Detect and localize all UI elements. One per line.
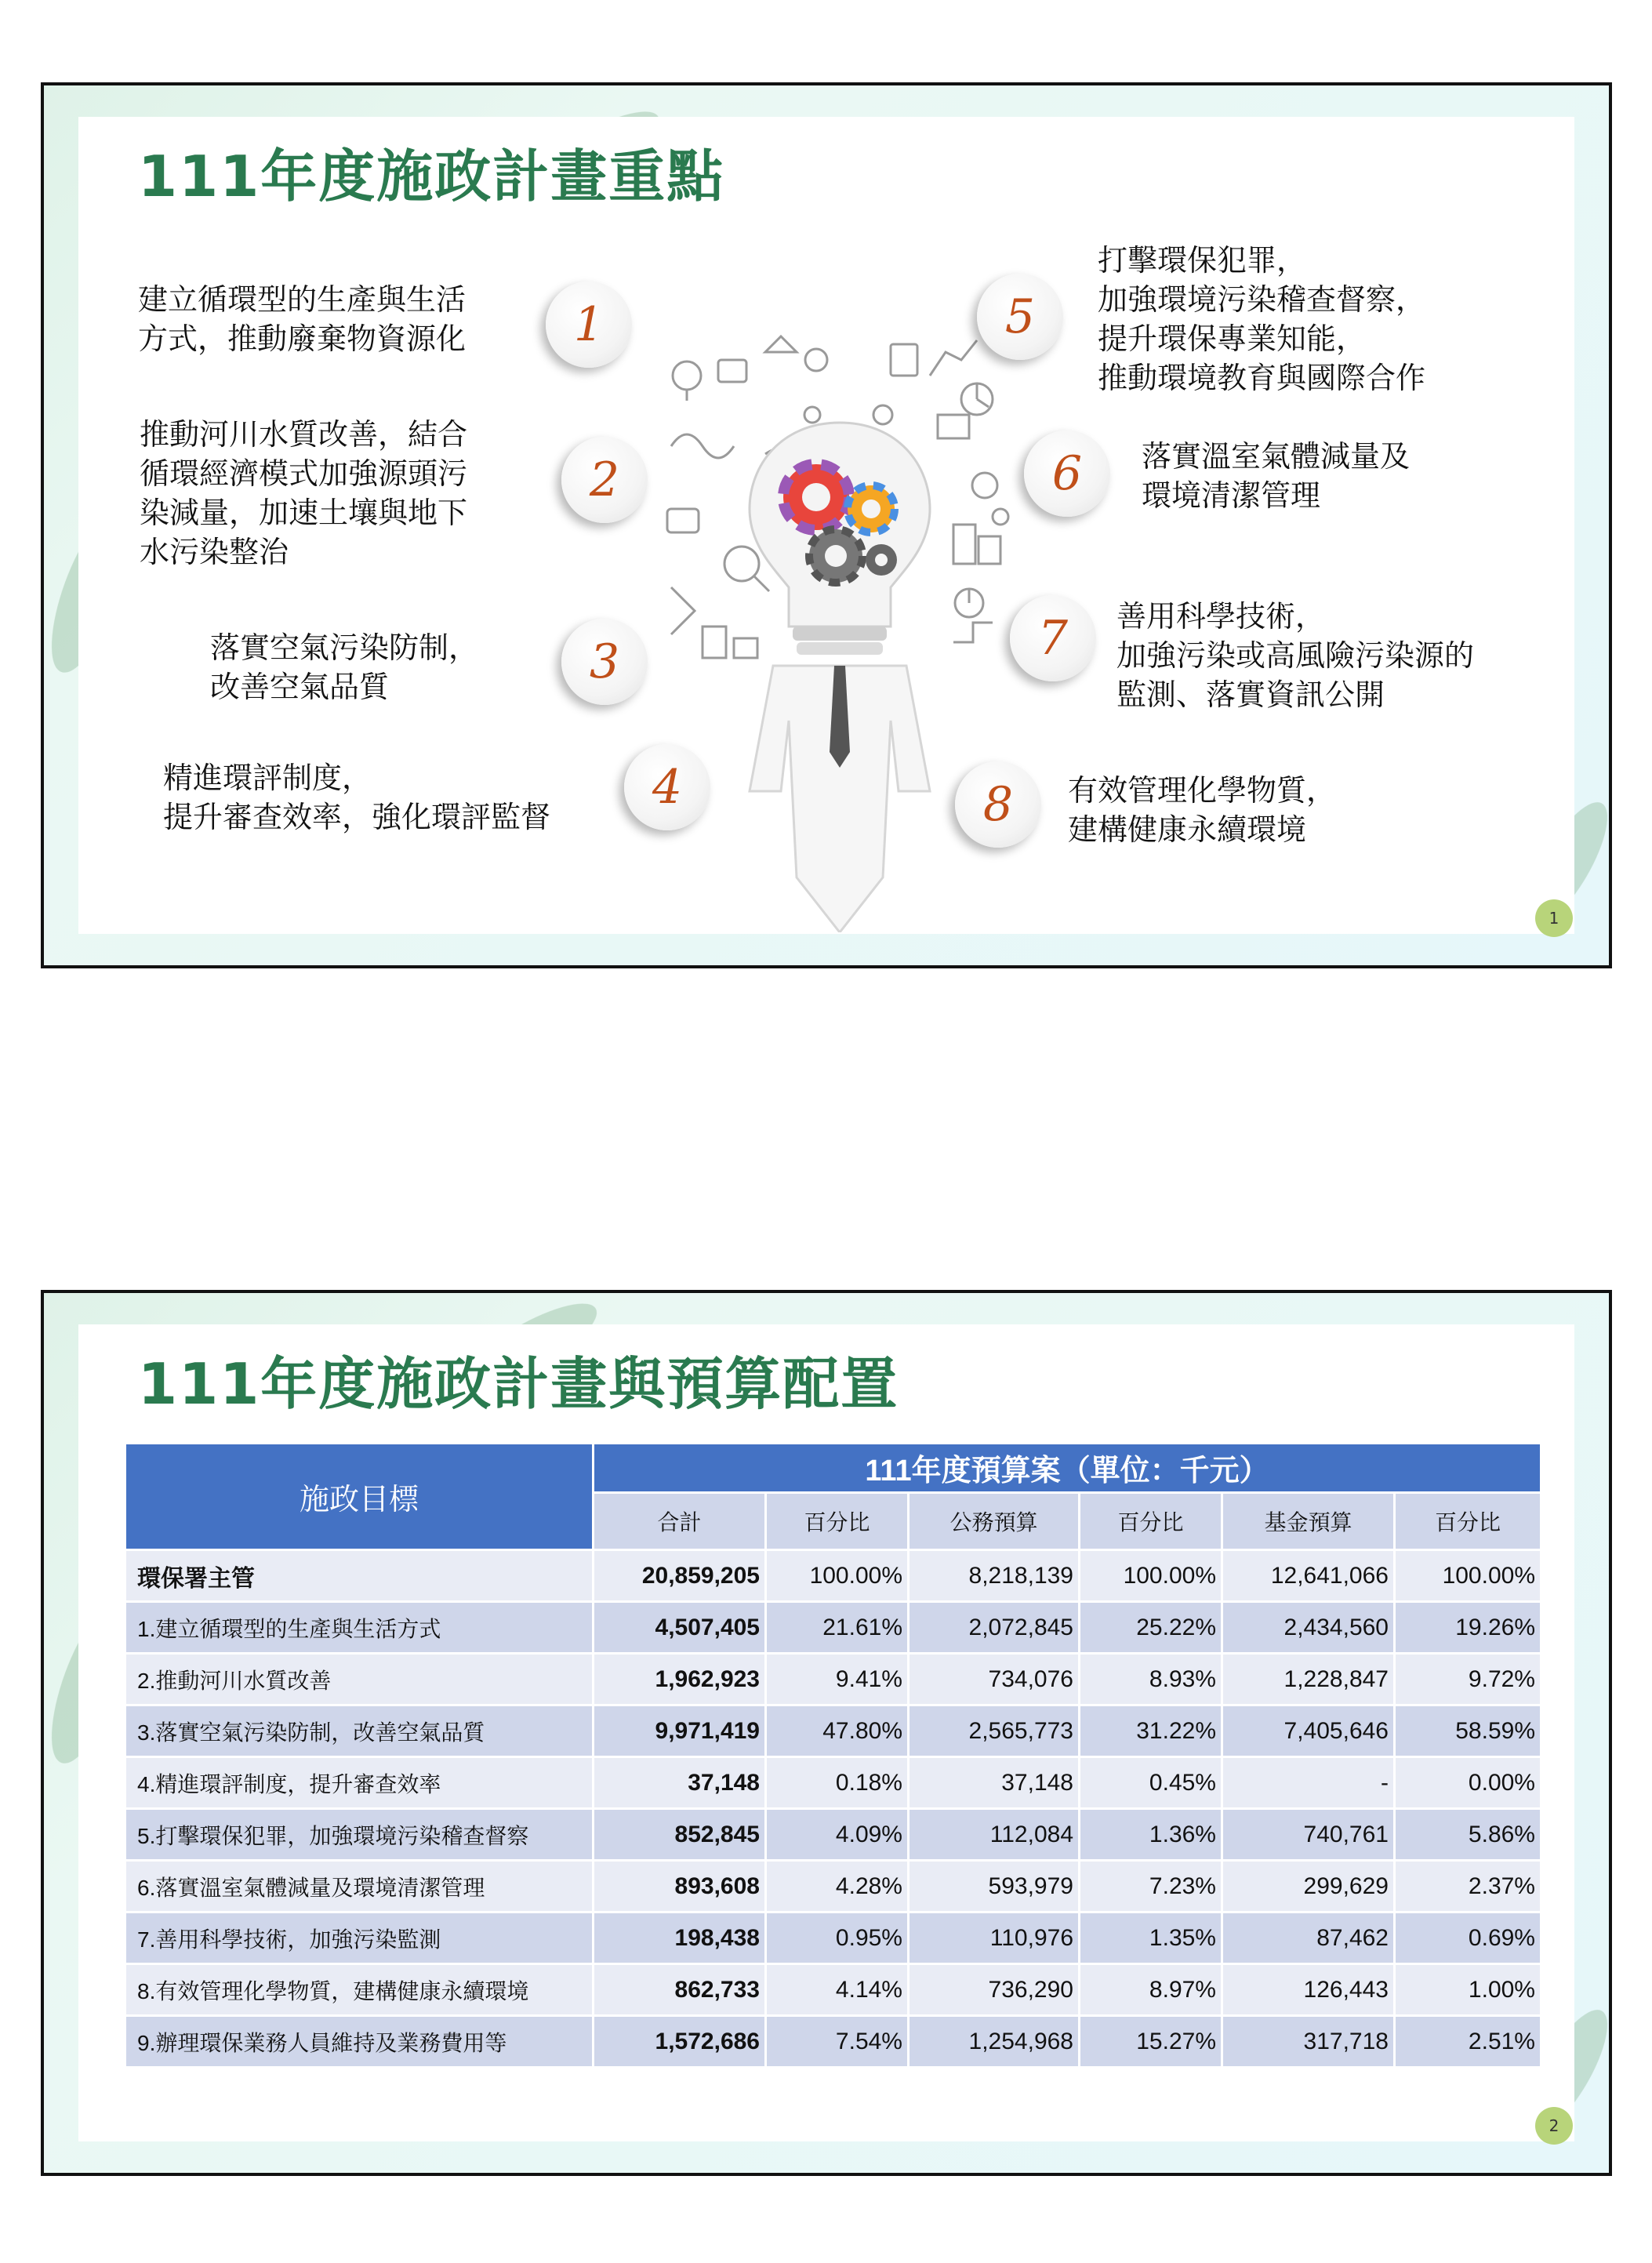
- point-6-text: 落實溫室氣體減量及 環境清潔管理: [1142, 439, 1411, 514]
- value-cell: 7,405,646: [1222, 1705, 1395, 1757]
- table-row: [125, 1654, 1541, 1705]
- goal-cell: 2.推動河川水質改善: [125, 1654, 594, 1705]
- table-row: [125, 1861, 1541, 1912]
- table-row: [125, 1912, 1541, 1964]
- point-7-text: 善用科學技術， 加強污染或高風險污染源的 監測、落實資訊公開: [1116, 599, 1475, 713]
- table-row: [125, 1757, 1541, 1809]
- value-cell: 100.00%: [766, 1550, 909, 1602]
- table-row: [125, 1550, 1541, 1602]
- value-cell: 0.00%: [1395, 1757, 1541, 1809]
- table-row: [125, 1705, 1541, 1757]
- point-8-text: 有效管理化學物質， 建構健康永續環境: [1068, 773, 1337, 848]
- table-row: [125, 2016, 1541, 2068]
- value-cell: 1.00%: [1395, 1964, 1541, 2016]
- value-cell: 893,608: [594, 1861, 766, 1912]
- value-cell: 862,733: [594, 1964, 766, 2016]
- value-cell: 2.37%: [1395, 1861, 1541, 1912]
- budget-table: [124, 1442, 1542, 2069]
- goal-cell: 1.建立循環型的生產與生活方式: [125, 1602, 594, 1654]
- value-cell: 2,565,773: [909, 1705, 1080, 1757]
- value-cell: 47.80%: [766, 1705, 909, 1757]
- column-header: 百分比: [1395, 1492, 1541, 1549]
- point-4-text: 精進環評制度， 提升審查效率，強化環評監督: [163, 761, 551, 835]
- point-2-number: 2: [561, 437, 648, 523]
- goal-cell: 5.打擊環保犯罪，加強環境污染稽查督察: [125, 1809, 594, 1861]
- value-cell: 1,228,847: [1222, 1654, 1395, 1705]
- value-cell: 1.35%: [1080, 1912, 1222, 1964]
- value-cell: 2.51%: [1395, 2016, 1541, 2068]
- value-cell: 37,148: [594, 1757, 766, 1809]
- value-cell: 736,290: [909, 1964, 1080, 2016]
- point-4-number: 4: [624, 744, 710, 830]
- value-cell: 8.93%: [1080, 1654, 1222, 1705]
- point-5-text: 打擊環保犯罪， 加強環境污染稽查督察， 提升環保專業知能， 推動環境教育與國際合作: [1098, 243, 1426, 396]
- value-cell: 15.27%: [1080, 2016, 1222, 2068]
- value-cell: 4.14%: [766, 1964, 909, 2016]
- table-row: [125, 1602, 1541, 1654]
- slide-2: [41, 1290, 1612, 2176]
- value-cell: 4,507,405: [594, 1602, 766, 1654]
- goal-cell: 6.落實溫室氣體減量及環境清潔管理: [125, 1861, 594, 1912]
- value-cell: 8.97%: [1080, 1964, 1222, 2016]
- point-3-text: 落實空氣污染防制， 改善空氣品質: [210, 630, 479, 705]
- value-cell: 0.45%: [1080, 1757, 1222, 1809]
- value-cell: 2,434,560: [1222, 1602, 1395, 1654]
- value-cell: 740,761: [1222, 1809, 1395, 1861]
- value-cell: 9.41%: [766, 1654, 909, 1705]
- value-cell: 112,084: [909, 1809, 1080, 1861]
- column-header: 百分比: [1080, 1492, 1222, 1549]
- value-cell: 9,971,419: [594, 1705, 766, 1757]
- value-cell: 734,076: [909, 1654, 1080, 1705]
- column-header: 基金預算: [1222, 1492, 1395, 1549]
- page-number-badge: 1: [1535, 899, 1573, 937]
- value-cell: 593,979: [909, 1861, 1080, 1912]
- slide-1: [41, 82, 1612, 968]
- slide-title: 111年度施政計畫重點: [138, 143, 725, 209]
- value-cell: 7.23%: [1080, 1861, 1222, 1912]
- value-cell: 8,218,139: [909, 1550, 1080, 1602]
- value-cell: 31.22%: [1080, 1705, 1222, 1757]
- point-7-number: 7: [1010, 595, 1096, 681]
- value-cell: 1,572,686: [594, 2016, 766, 2068]
- goal-cell: 9.辦理環保業務人員維持及業務費用等: [125, 2016, 594, 2068]
- table-row: [125, 1809, 1541, 1861]
- value-cell: 20,859,205: [594, 1550, 766, 1602]
- value-cell: 0.18%: [766, 1757, 909, 1809]
- goal-header: 施政目標: [125, 1444, 594, 1550]
- goal-cell: 7.善用科學技術，加強污染監測: [125, 1912, 594, 1964]
- value-cell: 1.36%: [1080, 1809, 1222, 1861]
- point-6-number: 6: [1024, 430, 1110, 517]
- value-cell: 1,962,923: [594, 1654, 766, 1705]
- lightbulb-person-icon: [655, 329, 1024, 932]
- value-cell: 100.00%: [1395, 1550, 1541, 1602]
- value-cell: 852,845: [594, 1809, 766, 1861]
- budget-header: 111年度預算案（單位：千元）: [594, 1444, 1541, 1493]
- value-cell: 9.72%: [1395, 1654, 1541, 1705]
- goal-cell: 4.精進環評制度，提升審查效率: [125, 1757, 594, 1809]
- point-3-number: 3: [561, 619, 648, 705]
- column-header: 百分比: [766, 1492, 909, 1549]
- point-2-text: 推動河川水質改善，結合 循環經濟模式加強源頭污 染減量，加速土壤與地下 水污染整治: [140, 417, 468, 570]
- point-1-number: 1: [546, 282, 632, 368]
- value-cell: 58.59%: [1395, 1705, 1541, 1757]
- point-5-number: 5: [977, 274, 1063, 360]
- value-cell: 317,718: [1222, 2016, 1395, 2068]
- value-cell: 87,462: [1222, 1912, 1395, 1964]
- value-cell: 25.22%: [1080, 1602, 1222, 1654]
- value-cell: 126,443: [1222, 1964, 1395, 2016]
- value-cell: 1,254,968: [909, 2016, 1080, 2068]
- value-cell: 5.86%: [1395, 1809, 1541, 1861]
- value-cell: -: [1222, 1757, 1395, 1809]
- value-cell: 100.00%: [1080, 1550, 1222, 1602]
- value-cell: 110,976: [909, 1912, 1080, 1964]
- value-cell: 0.69%: [1395, 1912, 1541, 1964]
- point-8-number: 8: [955, 761, 1041, 848]
- point-1-text: 建立循環型的生產與生活 方式，推動廢棄物資源化: [138, 282, 467, 357]
- goal-cell: 環保署主管: [125, 1550, 594, 1602]
- goal-cell: 8.有效管理化學物質，建構健康永續環境: [125, 1964, 594, 2016]
- page-number-badge: 2: [1535, 2107, 1573, 2145]
- value-cell: 0.95%: [766, 1912, 909, 1964]
- value-cell: 299,629: [1222, 1861, 1395, 1912]
- value-cell: 4.09%: [766, 1809, 909, 1861]
- value-cell: 4.28%: [766, 1861, 909, 1912]
- value-cell: 7.54%: [766, 2016, 909, 2068]
- slide-title: 111年度施政計畫與預算配置: [138, 1351, 899, 1417]
- value-cell: 2,072,845: [909, 1602, 1080, 1654]
- value-cell: 19.26%: [1395, 1602, 1541, 1654]
- value-cell: 21.61%: [766, 1602, 909, 1654]
- value-cell: 198,438: [594, 1912, 766, 1964]
- goal-cell: 3.落實空氣污染防制，改善空氣品質: [125, 1705, 594, 1757]
- column-header: 合計: [594, 1492, 766, 1549]
- column-header: 公務預算: [909, 1492, 1080, 1549]
- table-row: [125, 1964, 1541, 2016]
- value-cell: 12,641,066: [1222, 1550, 1395, 1602]
- value-cell: 37,148: [909, 1757, 1080, 1809]
